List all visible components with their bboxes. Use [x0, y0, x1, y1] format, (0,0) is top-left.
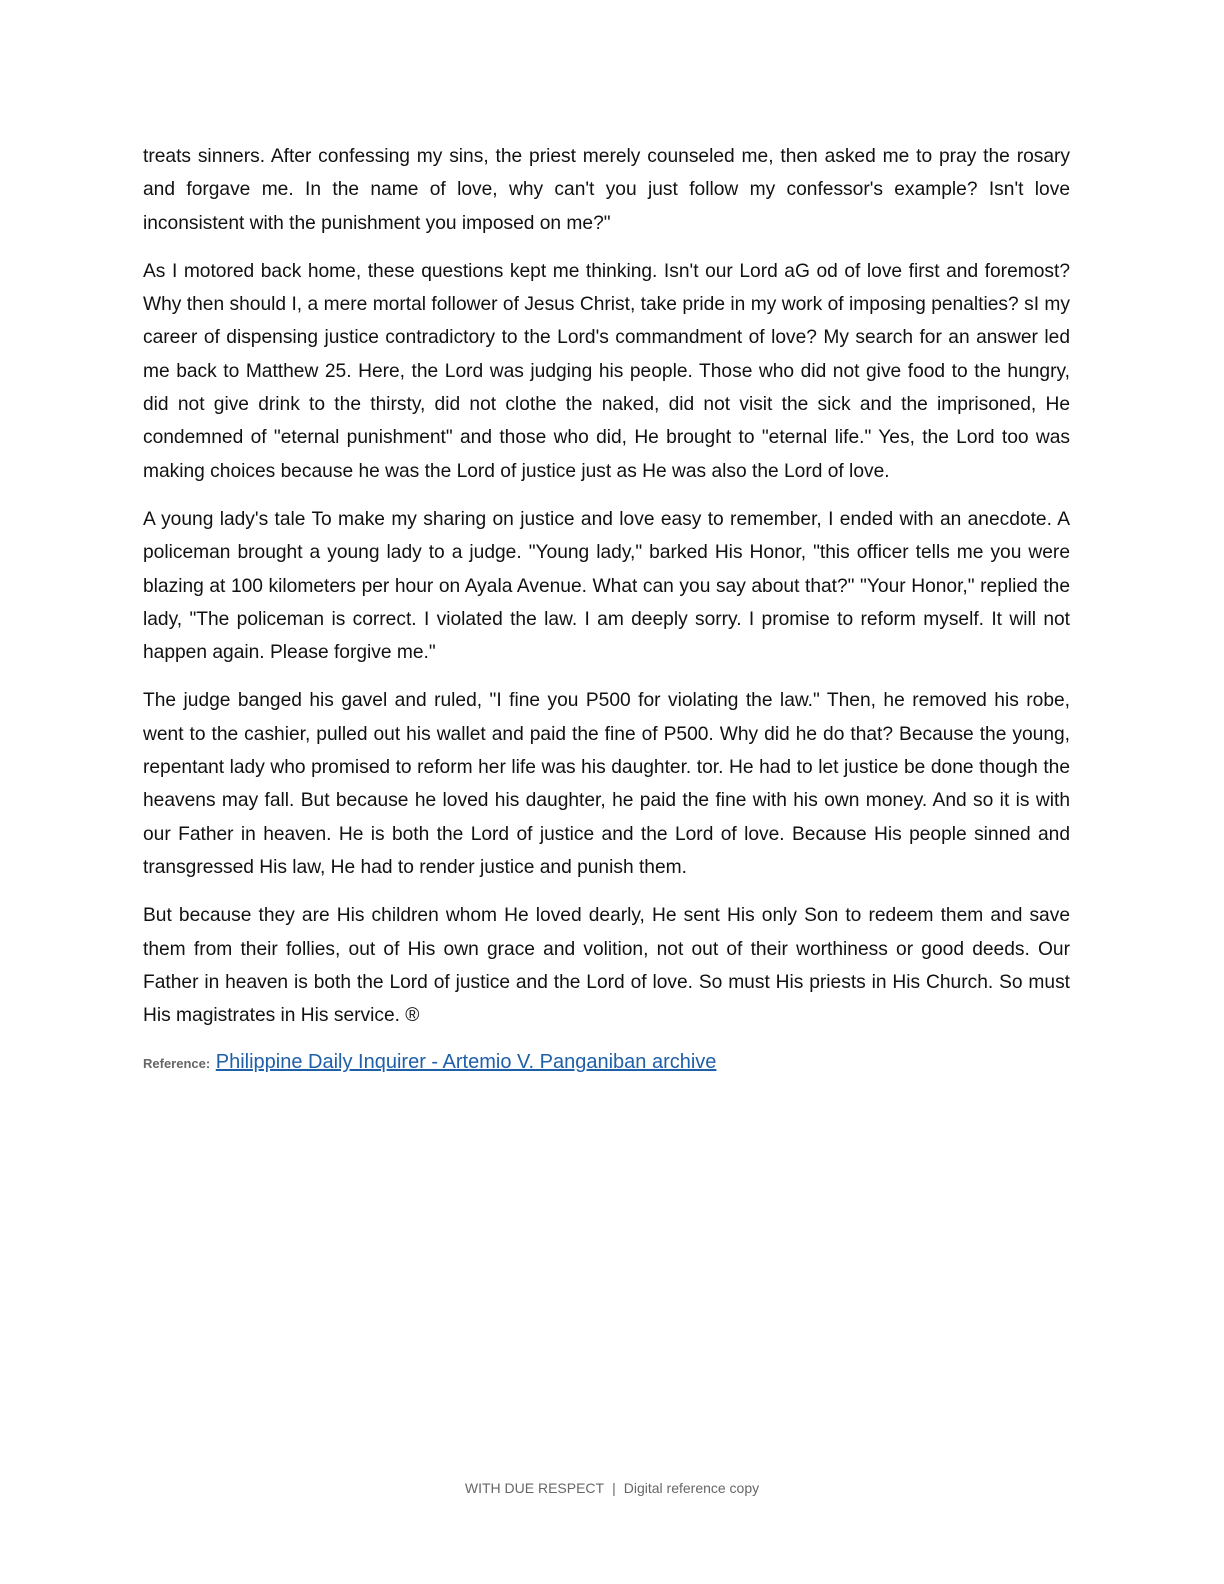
- page-footer: [0, 1478, 1224, 1498]
- footer-note: Digital reference copy: [623, 1480, 760, 1496]
- footer-separator: |: [612, 1480, 616, 1496]
- reference-line: [143, 1047, 1070, 1079]
- reference-label: Reference:: [143, 1056, 211, 1072]
- paragraph: A young lady's tale To make my sharing on justice and love easy to remember, I ended with an anecdote. A policeman brought a young lady to a judge. "Young lady," barked His Honor, "this officer tells me you were blazing at 100 kilometers per hour on Ayala Avenue. What can you say about that?" "Your Honor," replied the lady, "The policeman is correct. I violated the law. I am deeply sorry. I promise to reform myself. It will not happen again. Please forgive me.": [143, 508, 1070, 664]
- document-body: [143, 140, 1070, 1079]
- footer-title: WITH DUE RESPECT: [464, 1480, 605, 1496]
- paragraph: As I motored back home, these questions kept me thinking. Isn't our Lord aG od of love first and foremost? Why then should I, a mere mortal follower of Jesus Christ, take pride in my work of imposing penalties? sI my career of dispensing justice contradictory to the Lord's commandment of love? My search for an answer led me back to Matthew 25. Here, the Lord was judging his people. Those who did not give food to the hungry, did not give drink to the thirsty, did not clothe the naked, did not visit the sick and the imprisoned, He condemned of "eternal punishment" and those who did, He brought to "eternal life." Yes, the Lord too was making choices because he was the Lord of justice just as He was also the Lord of love.: [143, 260, 1070, 482]
- paragraph: The judge banged his gavel and ruled, "I fine you P500 for violating the law." Then, he removed his robe, went to the cashier, pulled out his wallet and paid the fine of P500. Why did he do that? Because the young, repentant lady who promised to reform her life was his daughter. tor. He had to let justice be done though the heavens may fall. But because he loved his daughter, he paid the fine with his own money. And so it is with our Father in heaven. He is both the Lord of justice and the Lord of love. Because His people sinned and transgressed His law, He had to render justice and punish them.: [143, 690, 1070, 878]
- reference-link[interactable]: Philippine Daily Inquirer - Artemio V. Panganiban archive: [215, 1051, 717, 1074]
- paragraph: But because they are His children whom He loved dearly, He sent His only Son to redeem them and save them from their follies, out of His own grace and volition, not out of their worthiness or good deeds. Our Father in heaven is both the Lord of justice and the Lord of love. So must His priests in His Church. So must His magistrates in His service. ®: [143, 905, 1070, 1027]
- paragraph: treats sinners. After confessing my sins, the priest merely counseled me, then asked me to pray the rosary and forgave me. In the name of love, why can't you just follow my confessor's example? Isn't love inconsistent with the punishment you imposed on me?": [143, 146, 1070, 234]
